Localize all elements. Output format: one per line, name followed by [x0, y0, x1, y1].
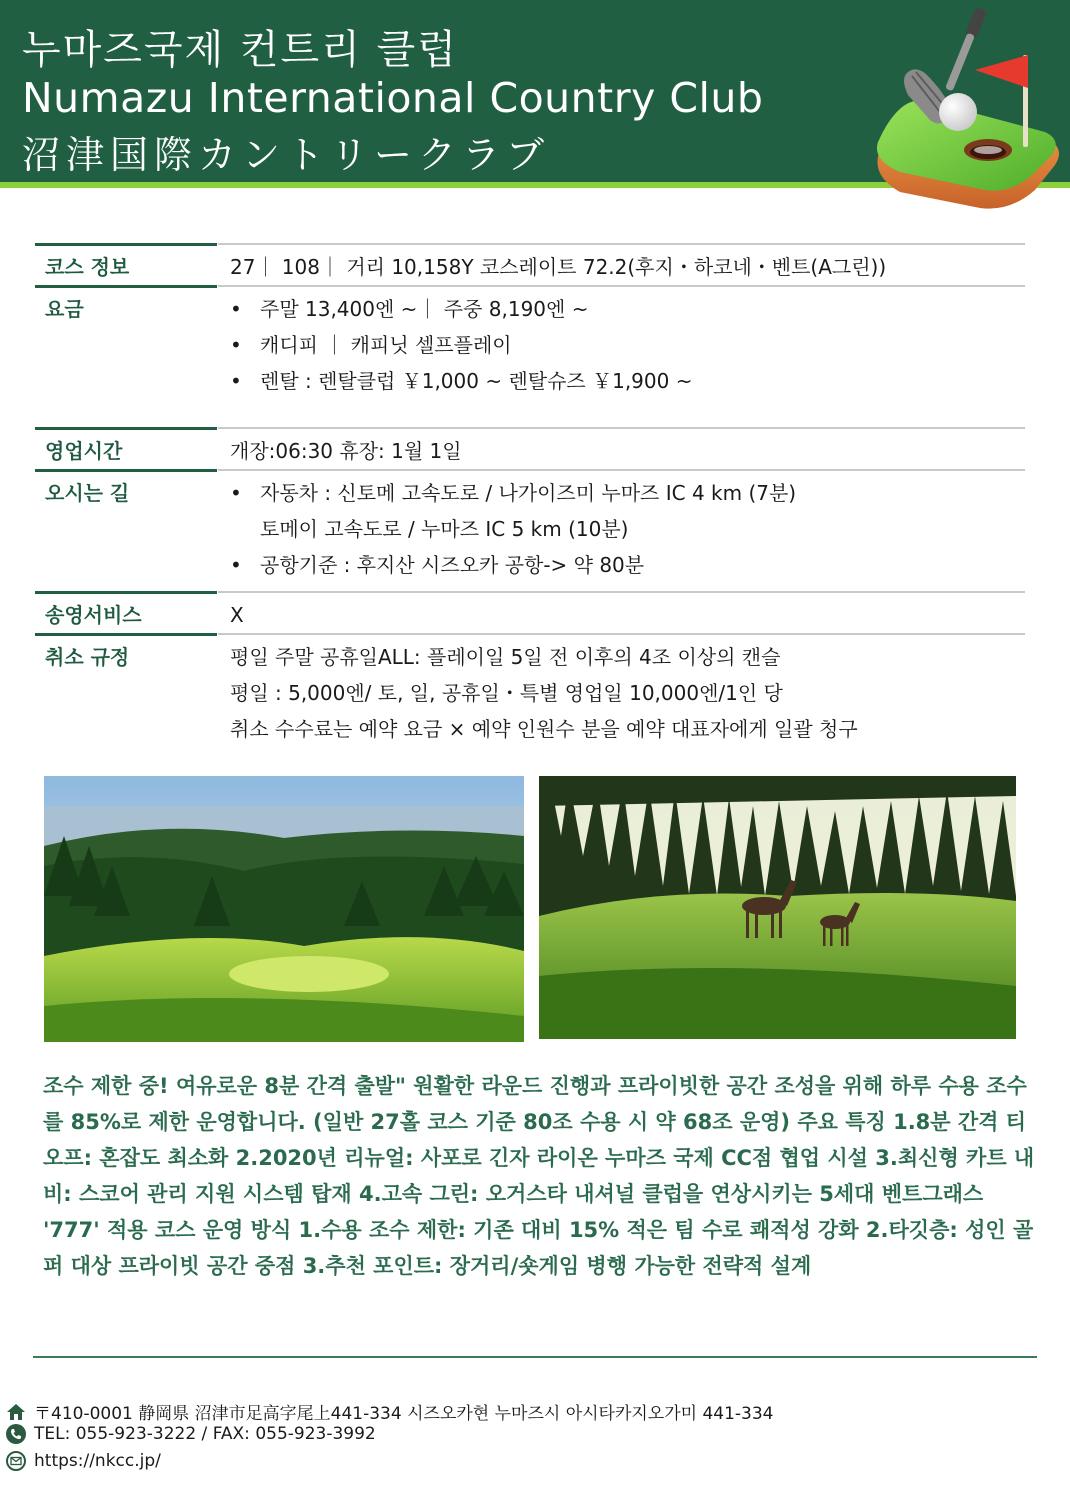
fee-bullet: • 캐디피 ｜ 캐피닛 셀프플레이	[230, 333, 512, 357]
fee-bullet: • 주말 13,400엔 ~｜ 주중 8,190엔 ~	[230, 297, 589, 321]
cancel-line: 취소 수수료는 예약 요금 × 예약 인원수 분을 예약 대표자에게 일괄 청구	[230, 717, 858, 741]
title-japanese: 沼津国際カントリークラブ	[22, 133, 551, 177]
address-text: 〒410-0001 静岡県 沼津市足高字尾上441-334 시즈오카현 누마즈시 아시타카지오가미 441-334	[34, 1404, 774, 1424]
footer-website[interactable]	[6, 1451, 161, 1471]
deer-photo	[539, 776, 1016, 1039]
row-directions	[35, 469, 1025, 591]
shuttle-value: X	[218, 591, 1025, 633]
title-korean: 누마즈국제 컨트리 클럽	[22, 27, 458, 73]
cancel-line: 평일 : 5,000엔/ 토, 일, 공휴일・특별 영업일 10,000엔/1인 당	[230, 681, 783, 705]
course-photo	[44, 776, 524, 1042]
row-shuttle	[35, 591, 1025, 633]
row-cancel-policy	[35, 633, 1025, 749]
website-link[interactable]: https://nkcc.jp/	[34, 1451, 161, 1471]
directions-car: • 자동차 : 신토메 고속도로 / 나가이즈미 누마즈 IC 4 km (7분)	[230, 481, 797, 505]
mail-icon	[6, 1451, 26, 1471]
phone-text: TEL: 055-923-3222 / FAX: 055-923-3992	[34, 1424, 376, 1444]
info-table	[35, 243, 1025, 749]
footer-divider	[33, 1356, 1037, 1358]
course-info-value: 27｜ 108｜ 거리 10,158Y 코스레이트 72.2(후지・하코네・벤트(A그린))	[218, 243, 1025, 285]
footer-phone	[6, 1424, 376, 1444]
footer-address	[6, 1399, 774, 1424]
directions-value	[218, 469, 1025, 591]
course-description: 조수 제한 중! 여유로운 8분 간격 출발" 원활한 라운드 진행과 프라이빗한 공간 조성을 위해 하루 수용 조수를 85%로 제한 운영합니다. (일반 27홀 코스 기준 80조 수용 시 약 68조 운영) 주요 특징 1.8분 간격 티오프: 혼잡도 최소화 2.2020년 리뉴얼: 사포로 긴자 라이온 누마즈 국제 CC점 협업 시설 3.최신형 카트 내비: 스코어 관리 지원 시스템 탑재 4.고속 그린: 오거스타 내셔널 클럽을 연상시키는 5세대 벤트그래스 '777' 적용 코스 운영 방식 1.수용 조수 제한: 기존 대비 15% 적은 팀 수로 쾌적성 강화 2.타깃층: 성인 골퍼 대상 프라이빗 공간 중점 3.추천 포인트: 장거리/숏게임 병행 가능한 전략적 설계	[43, 1074, 1035, 1278]
cancel-label: 취소 규정	[35, 633, 217, 749]
row-fee	[35, 285, 1025, 427]
fee-label: 요금	[35, 285, 217, 427]
hours-value: 개장:06:30 휴장: 1월 1일	[218, 427, 1025, 469]
course-info-label: 코스 정보	[35, 243, 217, 285]
shuttle-label: 송영서비스	[35, 591, 217, 633]
title-english: Numazu International Country Club	[22, 74, 764, 122]
phone-icon	[6, 1424, 26, 1444]
fee-bullet: • 렌탈 : 렌탈클럽 ￥1,000 ~ 렌탈슈즈 ￥1,900 ~	[230, 369, 693, 393]
cancel-value	[218, 633, 1025, 749]
fee-value	[218, 285, 1025, 427]
golf-logo-icon	[860, 0, 1060, 212]
row-hours	[35, 427, 1025, 469]
cancel-line: 평일 주말 공휴일ALL: 플레이일 5일 전 이후의 4조 이상의 캔슬	[230, 645, 781, 669]
row-course-info	[35, 243, 1025, 285]
home-icon	[6, 1402, 26, 1422]
hours-label: 영업시간	[35, 427, 217, 469]
directions-airport: • 공항기준 : 후지산 시즈오카 공항-> 약 80분	[230, 553, 645, 577]
directions-car-2: 토메이 고속도로 / 누마즈 IC 5 km (10분)	[260, 517, 629, 541]
directions-label: 오시는 길	[35, 469, 217, 591]
